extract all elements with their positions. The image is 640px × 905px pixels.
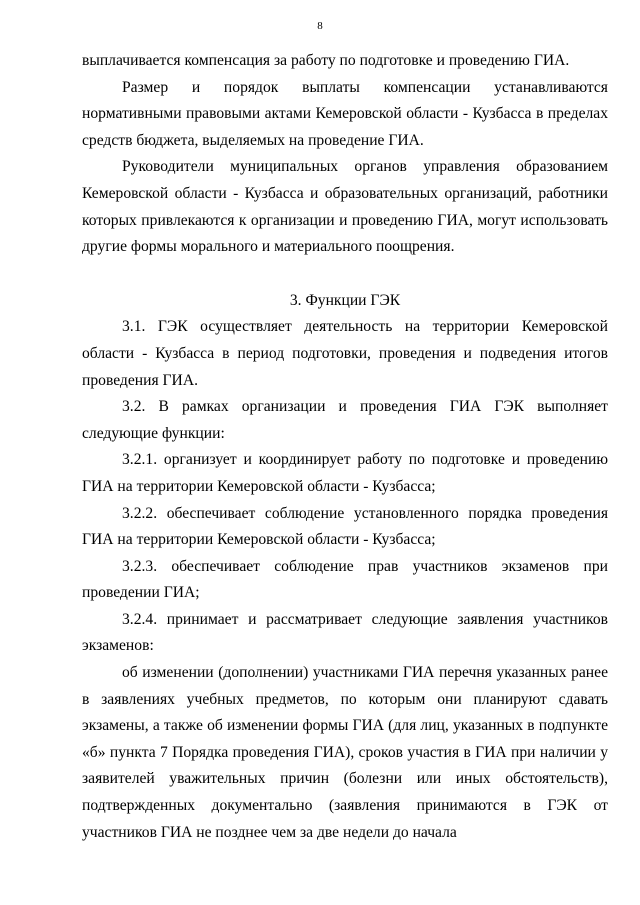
paragraph-3-2-2: 3.2.2. обеспечивает соблюдение установленного порядка проведения ГИА на территории Кемеровской области - Кузбасса; (82, 504, 608, 549)
paragraph-3-2-1: 3.2.1. организует и координирует работу по подготовке и проведению ГИА на территории Кемеровской области - Кузбасса; (82, 451, 608, 495)
page-number: 8 (317, 20, 323, 32)
paragraph-applications-change: об изменении (дополнении) участниками ГИА перечня указанных ранее в заявлениях учебных предметов, по которым они планируют сдавать экзамены, а также об изменении формы ГИА (для лиц, указанных в подпункте «б» пункта 7 Порядка проведения ГИА), сроков участия в ГИА при наличии у заявителей уважительных причин (болезни или иных обстоятельств), подтвержденных документально (заявления принимаются в ГЭК от участников ГИА не позднее чем за две недели до начала (82, 664, 608, 841)
paragraph-other-incentives: Руководители муниципальных органов управления образованием Кемеровской области - Кузбасса и образовательных организаций, работники которых привлекаются к организации и проведению ГИА, могут использовать другие формы морального и материального поощрения. (82, 158, 608, 256)
document-body (82, 48, 608, 846)
paragraph-3-2: 3.2. В рамках организации и проведения ГИА ГЭК выполняет следующие функции: (82, 398, 608, 442)
paragraph-3-1: 3.1. ГЭК осуществляет деятельность на территории Кемеровской области - Кузбасса в период подготовки, проведения и подведения итогов проведения ГИА. (82, 318, 608, 389)
paragraph-compensation-continuation: выплачивается компенсация за работу по подготовке и проведению ГИА. (82, 52, 570, 69)
paragraph-compensation-size: Размер и порядок выплаты компенсации устанавливаются нормативными правовыми актами Кемеровской области - Кузбасса в пределах средств бюджета, выделяемых на проведение ГИА. (82, 78, 608, 149)
section-title: 3. Функции ГЭК (289, 291, 401, 309)
paragraph-3-2-4: 3.2.4. принимает и рассматривает следующие заявления участников экзаменов: (82, 610, 608, 655)
paragraph-3-2-3: 3.2.3. обеспечивает соблюдение прав участников экзаменов при проведении ГИА; (82, 557, 608, 602)
